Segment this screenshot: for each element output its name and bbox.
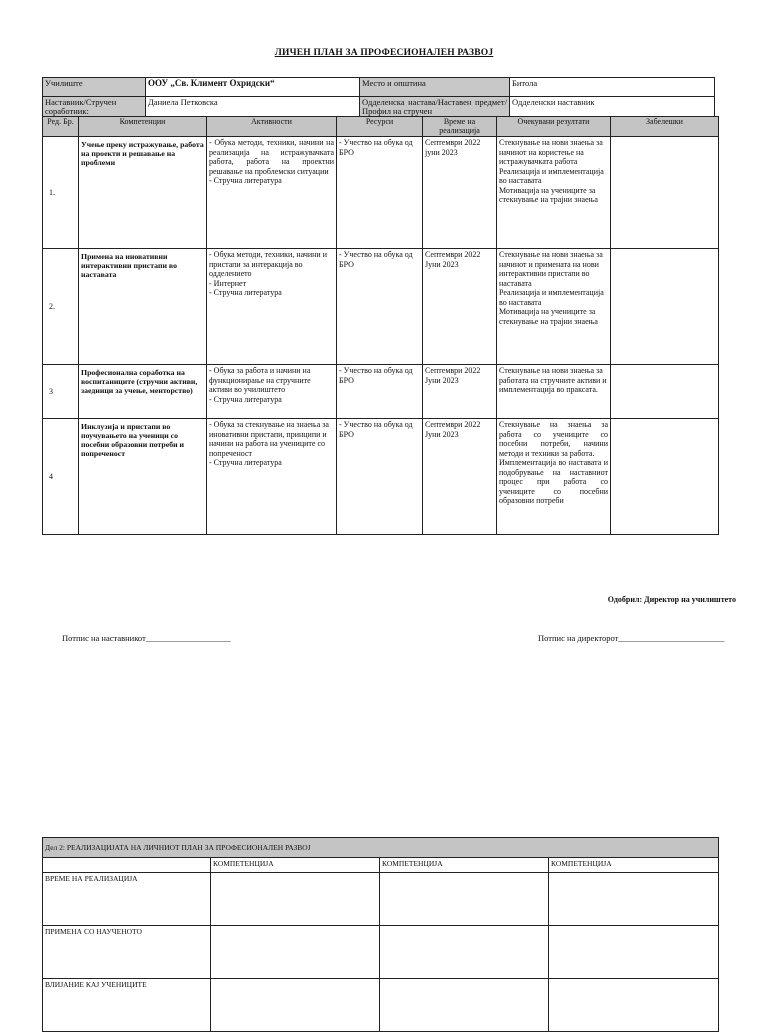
school-label: Училиште: [43, 78, 146, 97]
row-time: Септември 2022 Јуни 2023: [423, 365, 497, 419]
dept-value: Одделенски наставник: [510, 97, 715, 118]
row-results: Стекнување на нови знаења за начинот на користење на истражувачката работа Реализација и имплементација во наставата Мотивација на учениците за стекнување на трајни знаења: [497, 137, 611, 249]
row-time: Септември 2022 Јуни 2023: [423, 419, 497, 535]
plan-header-row: [43, 117, 719, 137]
realization-header-empty: [43, 858, 211, 873]
row-time: Септември 2022 јуни 2023: [423, 137, 497, 249]
place-value: Битола: [510, 78, 715, 97]
realization-title: Дел 2: РЕАЛИЗАЦИЈАТА НА ЛИЧНИОТ ПЛАН ЗА ПРОФЕСИОНАЛЕН РАЗВОЈ: [43, 838, 719, 858]
header-time: Време на реализација: [423, 117, 497, 137]
row-number: 4: [43, 419, 79, 535]
row-resources: - Учество на обука од БРО: [337, 137, 423, 249]
realization-row-label: ВРЕМЕ НА РЕАЛИЗАЦИЈА: [43, 873, 211, 926]
row-competence: Учење преку истражување, работа на проекти и решавање на проблеми: [79, 137, 207, 249]
row-activities: - Обука за стекнување на знаења за иновативни пристапи, принципи и начини на работа на учениците со попреченост - Стручна литература: [207, 419, 337, 535]
table-row: [43, 419, 719, 535]
row-time: Септември 2022 Јуни 2023: [423, 249, 497, 365]
teacher-label: Наставник/Стручен соработник:: [43, 97, 146, 118]
place-label: Место и општина: [360, 78, 510, 97]
row-competence: Примена на иновативни интерактивни пристапи во наставата: [79, 249, 207, 365]
header-activities: Активности: [207, 117, 337, 137]
info-table: [42, 77, 715, 118]
row-activities: - Обука за работа и начини на функционирање на стручните активи во училиштето - Стручна литература: [207, 365, 337, 419]
dept-label: Одделенска настава/Наставен предмет/Профил на стручен: [360, 97, 510, 118]
table-row: [43, 365, 719, 419]
row-notes: [611, 249, 719, 365]
header-resources: Ресурси: [337, 117, 423, 137]
realization-header-competence: КОМПЕТЕНЦИЈА: [211, 858, 380, 873]
row-notes: [611, 365, 719, 419]
realization-row-label: ПРИМЕНА СО НАУЧЕНОТО: [43, 926, 211, 979]
row-resources: - Учество на обука од БРО: [337, 249, 423, 365]
realization-cell: [380, 926, 549, 979]
header-number: Ред. Бр.: [43, 117, 79, 137]
realization-header-row: [43, 858, 719, 873]
realization-title-row: [43, 838, 719, 858]
teacher-signature-line: Потпис на наставникот____________________: [62, 633, 231, 643]
director-signature-line: Потпис на директорот_________________________: [538, 633, 725, 643]
teacher-value: Даниела Петковска: [146, 97, 360, 118]
row-activities: - Обука методи, техники, начини и пристапи за интеракција во одделението - Интернет - Стручна литература: [207, 249, 337, 365]
table-row: [43, 926, 719, 979]
row-resources: - Учество на обука од БРО: [337, 365, 423, 419]
row-competence: Инклузија и пристапи во поучувањето на ученици со посебни образовни потреби и попреченост: [79, 419, 207, 535]
realization-header-competence: КОМПЕТЕНЦИЈА: [380, 858, 549, 873]
realization-cell: [549, 873, 719, 926]
info-row-teacher: [43, 97, 715, 118]
row-activities: - Обука методи, техники, начини на реализација на истражувачката работа, работа на проектни решавање на проблемски ситуации - Стручна литература: [207, 137, 337, 249]
header-notes: Забелешки: [611, 117, 719, 137]
row-resources: - Учество на обука од БРО: [337, 419, 423, 535]
row-notes: [611, 419, 719, 535]
document-title: ЛИЧЕН ПЛАН ЗА ПРОФЕСИОНАЛЕН РАЗВОЈ: [274, 48, 494, 58]
header-competence: Компетенции: [79, 117, 207, 137]
approved-by: Одобрил: Директор на училиштето: [607, 595, 736, 604]
realization-cell: [549, 926, 719, 979]
row-competence: Професионална соработка на воспитаниците (стручни активи, заедници за учење, менторство): [79, 365, 207, 419]
realization-cell: [211, 873, 380, 926]
table-row: [43, 249, 719, 365]
row-results: Стекнување на нови знаења за работата на стручните активи и имплементација во праксата.: [497, 365, 611, 419]
realization-cell: [211, 926, 380, 979]
row-number: 2.: [43, 249, 79, 365]
header-results: Очекувани резултати: [497, 117, 611, 137]
info-row-school: [43, 78, 715, 97]
row-number: 3: [43, 365, 79, 419]
realization-cell: [380, 873, 549, 926]
row-number: 1.: [43, 137, 79, 249]
realization-table: [42, 837, 719, 1032]
realization-header-competence: КОМПЕТЕНЦИЈА: [549, 858, 719, 873]
row-results: Стекнување на нови знаења за начинот и примената на нови интерактивни пристапи во наставата Реализација и имплементација во наставата Мотивација на учениците за стекнување на трајни знаења: [497, 249, 611, 365]
school-value: ООУ „Св. Климент Охридски“: [146, 78, 360, 97]
row-results: Стекнување на знаења за работа со учениците со посебни потреби, начини методи и техники за работа. Имплементација во наставата и подобрување на наставниот процес при работа со учениците со посебни образовни потреби: [497, 419, 611, 535]
plan-table: [42, 116, 719, 535]
table-row: [43, 137, 719, 249]
row-notes: [611, 137, 719, 249]
realization-row-label: ВЛИЈАНИЕ КАЈ УЧЕНИЦИТЕ: [43, 979, 211, 1032]
table-row: [43, 873, 719, 926]
